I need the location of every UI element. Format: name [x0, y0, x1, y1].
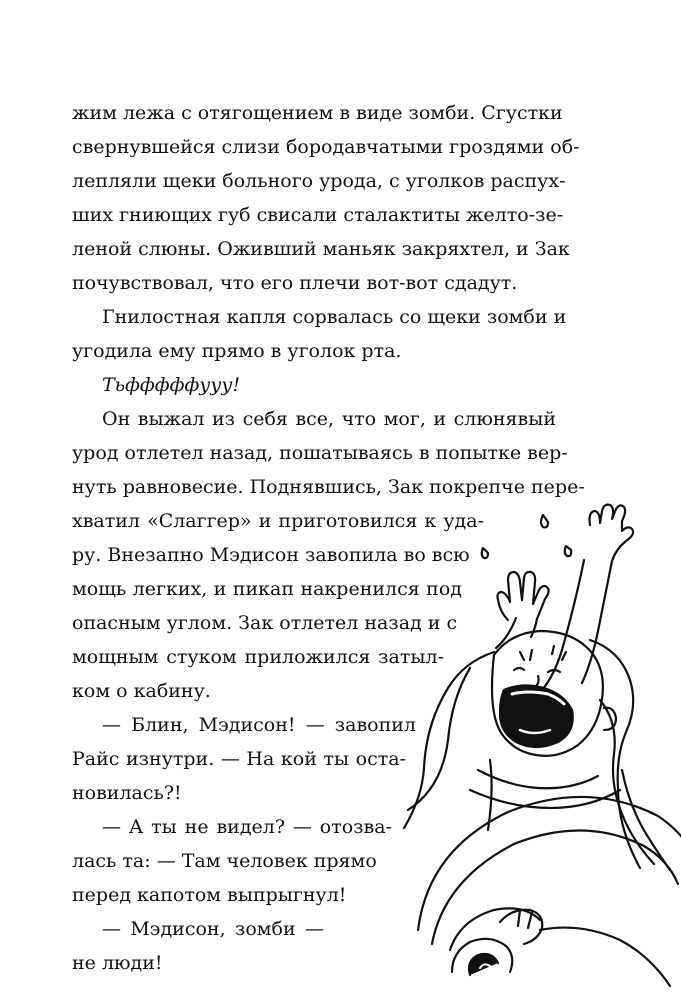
text-line: угодила ему прямо в уголок рта.: [72, 340, 402, 362]
text-line: жим лежа с отягощением в виде зомби. Сгустки: [72, 102, 563, 124]
text-line: — А ты не видел? — отозва-: [102, 816, 392, 838]
text-line: лась та: — Там человек прямо: [72, 850, 377, 872]
text-line: нуть равновесие. Поднявшись, Зак покрепче пере-: [72, 476, 585, 498]
text-line: ших гниющих губ свисали сталактиты желто-зе-: [72, 204, 564, 226]
text-line: мощь легких, и пикап накренился под: [72, 578, 462, 600]
text-line: лепляли щеки больного урода, с уголков распух-: [72, 170, 566, 192]
text-line: почувствовал, что его плечи вот-вот сдадут.: [72, 272, 518, 294]
text-line: — Мэдисон, зомби —: [102, 918, 324, 940]
text-line: ком о кабину.: [72, 680, 211, 702]
text-line: леной слюны. Оживший маньяк закряхтел, и Зак: [72, 238, 570, 260]
text-line: урод отлетел назад, пошатываясь в попытке вер-: [72, 442, 568, 464]
text-line: Он выжал из себя все, что мог, и слюнявый: [102, 408, 556, 430]
text-line: Райс изнутри. — На кой ты оста-: [72, 748, 406, 770]
text-line: новилась?!: [72, 782, 182, 804]
text-line: перед капотом выпрыгнул!: [72, 884, 347, 906]
text-line: не люди!: [72, 952, 163, 974]
text-line: — Блин, Мэдисон! — завопил: [102, 714, 416, 736]
text-line: хватил «Слаггер» и приготовился к уда-: [72, 510, 484, 532]
text-line: Гнилостная капля сорвалась со щеки зомби и: [102, 306, 567, 328]
text-line: опасным углом. Зак отлетел назад и с: [72, 612, 458, 634]
text-line: ру. Внезапно Мэдисон завопила во всю: [72, 544, 470, 566]
text-line-italic: Тьфффффууу!: [102, 374, 241, 396]
text-line: мощным стуком приложился затыл-: [72, 646, 444, 668]
text-line: свернувшейся слизи бородавчатыми гроздями об-: [72, 136, 580, 158]
